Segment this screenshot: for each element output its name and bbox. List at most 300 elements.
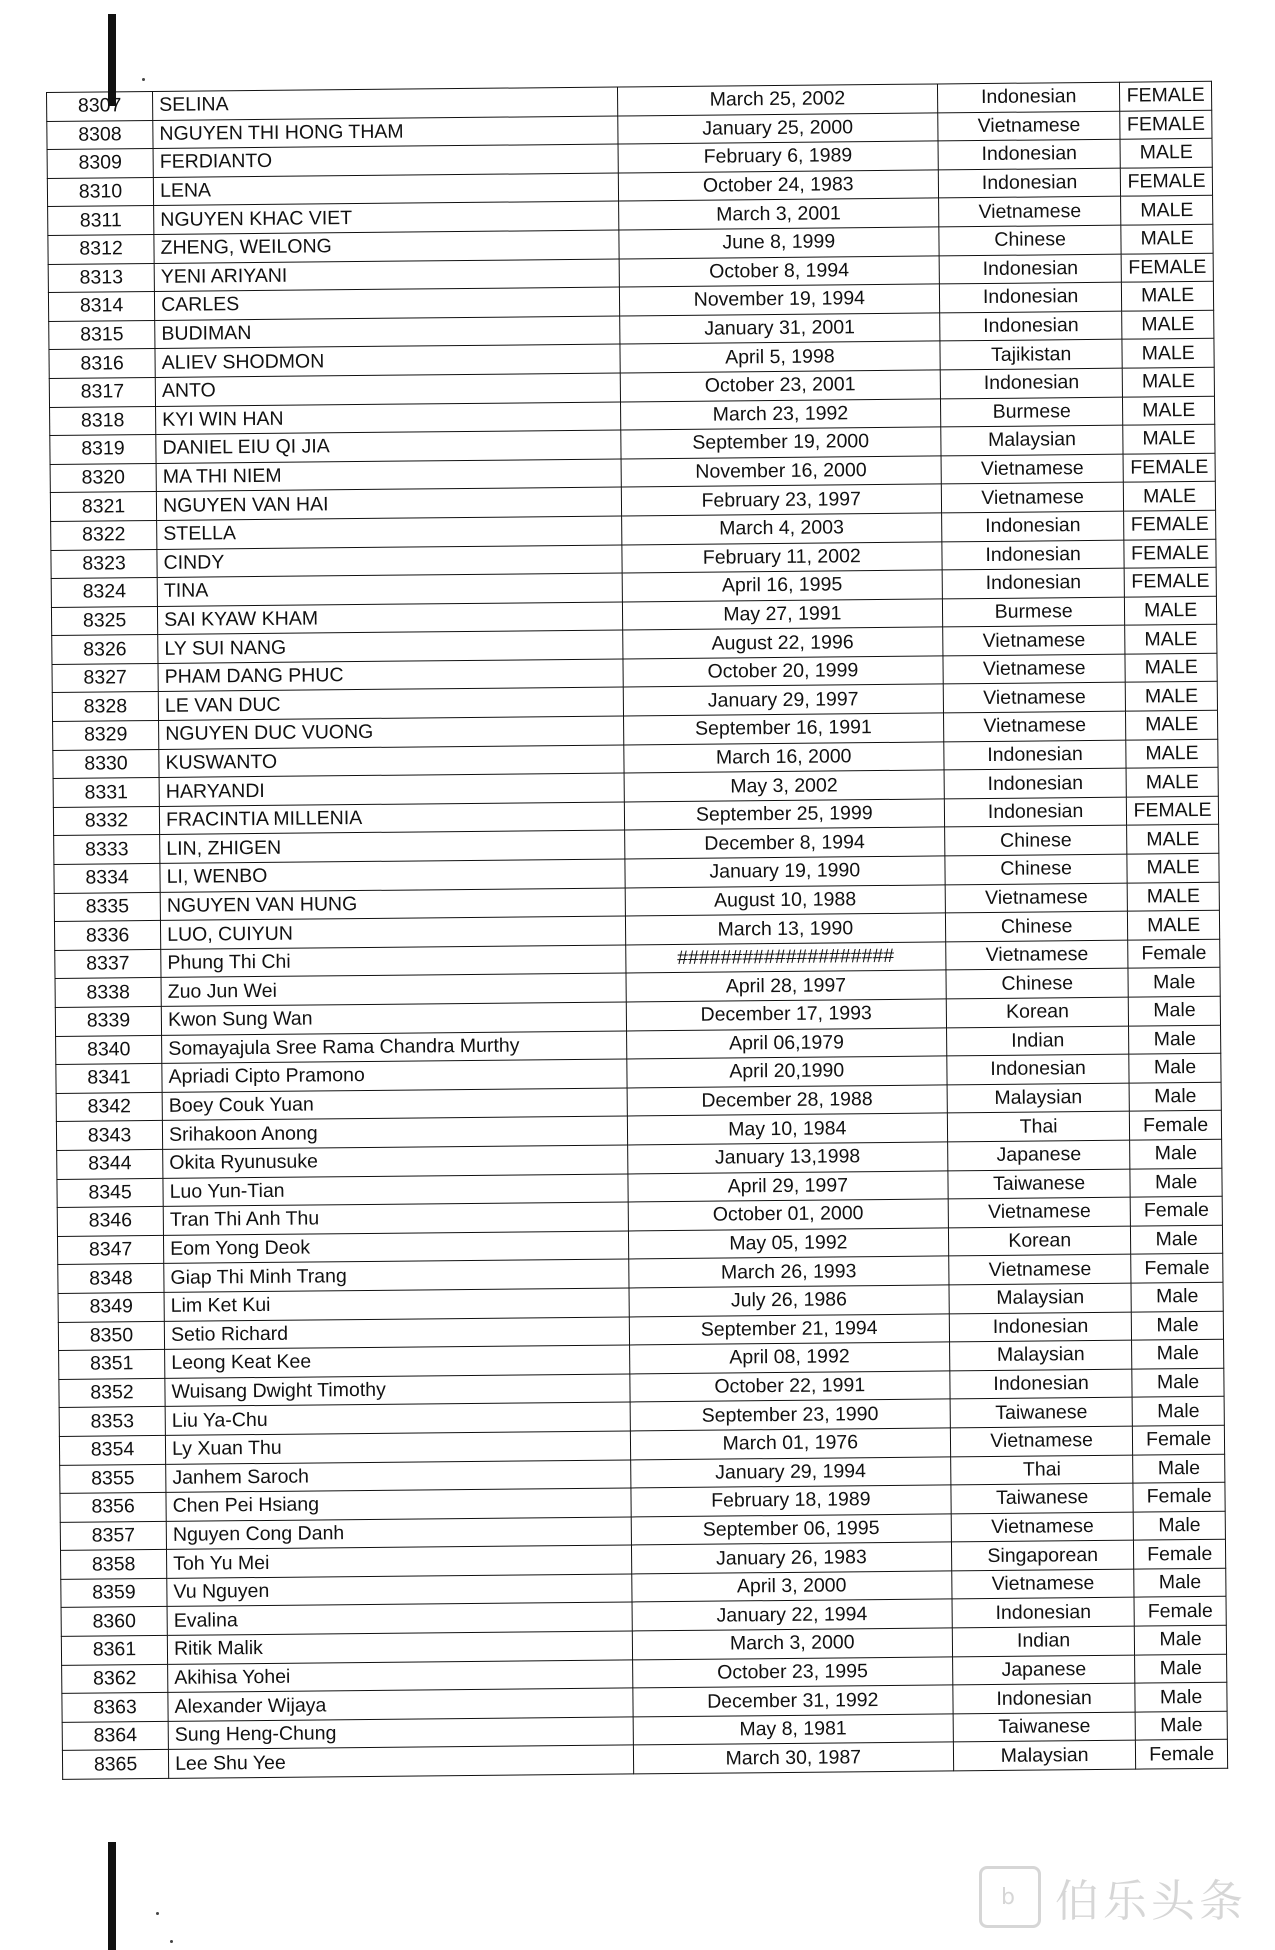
cell-nationality: Malaysian <box>949 1283 1132 1313</box>
cell-dob: February 18, 1989 <box>631 1485 952 1517</box>
cell-name: Sung Heng-Chung <box>168 1717 633 1750</box>
scan-speck <box>170 1940 173 1943</box>
cell-gender: MALE <box>1125 653 1217 682</box>
cell-name: STELLA <box>157 516 622 549</box>
cell-name: NGUYEN VAN HAI <box>156 487 621 520</box>
cell-id: 8349 <box>58 1292 164 1322</box>
cell-gender: Female <box>1134 1540 1226 1569</box>
cell-name: Leong Keat Kee <box>165 1345 630 1378</box>
cell-name: Akihisa Yohei <box>168 1660 633 1693</box>
cell-id: 8364 <box>62 1721 168 1751</box>
cell-nationality: Vietnamese <box>941 454 1124 484</box>
cell-dob: May 27, 1991 <box>622 599 943 631</box>
cell-id: 8336 <box>54 921 160 951</box>
cell-id: 8343 <box>56 1121 162 1151</box>
cell-name: Liu Ya-Chu <box>165 1402 630 1435</box>
cell-gender: Male <box>1133 1454 1225 1483</box>
cell-id: 8317 <box>49 377 155 407</box>
cell-nationality: Vietnamese <box>951 1512 1134 1542</box>
cell-id: 8316 <box>49 349 155 379</box>
cell-gender: Male <box>1134 1568 1226 1597</box>
cell-gender: FEMALE <box>1120 110 1212 139</box>
cell-id: 8351 <box>59 1350 165 1380</box>
cell-nationality: Indonesian <box>953 1683 1136 1713</box>
cell-name: Toh Yu Mei <box>167 1545 632 1578</box>
roster-sheet <box>46 81 1228 1780</box>
cell-nationality: Taiwanese <box>953 1712 1136 1742</box>
cell-name: CARLES <box>155 287 620 320</box>
cell-dob: January 29, 1997 <box>623 684 944 716</box>
cell-dob: February 11, 2002 <box>622 541 943 573</box>
cell-id: 8346 <box>57 1207 163 1237</box>
cell-gender: Male <box>1135 1625 1227 1654</box>
cell-name: LE VAN DUC <box>158 687 623 720</box>
cell-id: 8318 <box>50 406 156 436</box>
cell-nationality: Indonesian <box>944 768 1127 798</box>
cell-gender: Male <box>1131 1282 1223 1311</box>
cell-dob: December 28, 1988 <box>627 1085 948 1117</box>
cell-id: 8325 <box>51 606 157 636</box>
cell-dob: May 8, 1981 <box>633 1714 954 1746</box>
cell-dob: October 24, 1983 <box>618 170 939 202</box>
cell-nationality: Burmese <box>940 397 1123 427</box>
cell-gender: MALE <box>1123 424 1215 453</box>
cell-nationality: Vietnamese <box>941 482 1124 512</box>
cell-id: 8355 <box>60 1464 166 1494</box>
cell-dob: January 26, 1983 <box>631 1542 952 1574</box>
cell-nationality: Burmese <box>942 597 1125 627</box>
cell-id: 8353 <box>59 1407 165 1437</box>
cell-id: 8311 <box>48 206 154 236</box>
cell-name: NGUYEN KHAC VIET <box>154 201 619 234</box>
cell-nationality: Indonesian <box>939 282 1122 312</box>
cell-gender: MALE <box>1121 224 1213 253</box>
cell-gender: Male <box>1135 1711 1227 1740</box>
cell-dob: April 20,1990 <box>626 1056 947 1088</box>
roster-table <box>46 81 1228 1780</box>
cell-name: NGUYEN DUC VUONG <box>159 716 624 749</box>
cell-nationality: Indonesian <box>942 568 1125 598</box>
cell-id: 8332 <box>53 806 159 836</box>
cell-dob: June 8, 1999 <box>618 227 939 259</box>
cell-name: Giap Thi Minh Trang <box>164 1259 629 1292</box>
cell-dob: November 19, 1994 <box>619 284 940 316</box>
cell-id: 8333 <box>54 835 160 865</box>
cell-nationality: Taiwanese <box>951 1483 1134 1513</box>
cell-name: Wuisang Dwight Timothy <box>165 1374 630 1407</box>
cell-id: 8337 <box>55 949 161 979</box>
cell-nationality: Indonesian <box>952 1598 1135 1628</box>
cell-id: 8341 <box>56 1064 162 1094</box>
cell-nationality: Vietnamese <box>943 625 1126 655</box>
cell-dob: May 05, 1992 <box>628 1228 949 1260</box>
cell-dob: August 22, 1996 <box>622 627 943 659</box>
cell-dob: March 23, 1992 <box>620 398 941 430</box>
cell-name: NGUYEN THI HONG THAM <box>153 116 618 149</box>
cell-gender: Male <box>1129 1082 1221 1111</box>
cell-name: ALIEV SHODMON <box>155 344 620 377</box>
cell-id: 8320 <box>50 463 156 493</box>
cell-id: 8350 <box>58 1321 164 1351</box>
cell-nationality: Indonesian <box>938 139 1121 169</box>
cell-name: SAI KYAW KHAM <box>158 602 623 635</box>
cell-name: CINDY <box>157 544 622 577</box>
cell-gender: MALE <box>1122 310 1214 339</box>
cell-dob: October 20, 1999 <box>623 656 944 688</box>
cell-nationality: Malaysian <box>941 425 1124 455</box>
cell-id: 8324 <box>51 578 157 608</box>
cell-nationality: Japanese <box>948 1140 1131 1170</box>
cell-gender: Male <box>1130 1168 1222 1197</box>
cell-dob: February 23, 1997 <box>621 484 942 516</box>
cell-id: 8327 <box>52 663 158 693</box>
cell-dob: December 8, 1994 <box>624 827 945 859</box>
cell-id: 8356 <box>60 1493 166 1523</box>
cell-name: LY SUI NANG <box>158 630 623 663</box>
scan-margin-bar-bottom <box>108 1842 116 1950</box>
cell-dob: October 22, 1991 <box>629 1371 950 1403</box>
cell-gender: Male <box>1132 1368 1224 1397</box>
cell-name: YENI ARIYANI <box>154 259 619 292</box>
cell-id: 8345 <box>57 1178 163 1208</box>
cell-gender: Female <box>1136 1740 1228 1769</box>
cell-gender: FEMALE <box>1121 253 1213 282</box>
cell-id: 8319 <box>50 435 156 465</box>
cell-gender: FEMALE <box>1120 81 1212 110</box>
cell-nationality: Chinese <box>945 911 1128 941</box>
cell-dob: March 3, 2000 <box>632 1628 953 1660</box>
cell-nationality: Indian <box>952 1626 1135 1656</box>
cell-gender: Male <box>1129 1025 1221 1054</box>
cell-dob: October 23, 2001 <box>620 370 941 402</box>
cell-gender: Male <box>1131 1225 1223 1254</box>
cell-nationality: Korean <box>948 1226 1131 1256</box>
cell-id: 8315 <box>49 320 155 350</box>
cell-nationality: Indonesian <box>939 254 1122 284</box>
cell-nationality: Vietnamese <box>943 711 1126 741</box>
cell-dob: December 31, 1992 <box>632 1685 953 1717</box>
cell-id: 8335 <box>54 892 160 922</box>
cell-gender: Female <box>1128 939 1220 968</box>
cell-dob: May 10, 1984 <box>627 1113 948 1145</box>
cell-nationality: Taiwanese <box>948 1169 1131 1199</box>
cell-nationality: Thai <box>947 1112 1130 1142</box>
cell-nationality: Chinese <box>939 225 1122 255</box>
scan-speck <box>142 78 145 81</box>
cell-name: Evalina <box>167 1602 632 1635</box>
cell-id: 8328 <box>52 692 158 722</box>
cell-dob: July 26, 1986 <box>629 1285 950 1317</box>
cell-nationality: Vietnamese <box>939 197 1122 227</box>
cell-id: 8307 <box>47 91 153 121</box>
cell-gender: FEMALE <box>1123 453 1215 482</box>
cell-nationality: Indonesian <box>937 82 1120 112</box>
cell-name: Ly Xuan Thu <box>165 1431 630 1464</box>
cell-nationality: Vietnamese <box>943 683 1126 713</box>
cell-id: 8321 <box>50 492 156 522</box>
cell-nationality: Malaysian <box>947 1083 1130 1113</box>
cell-name: NGUYEN VAN HUNG <box>160 888 625 921</box>
cell-id: 8363 <box>62 1693 168 1723</box>
cell-dob: April 08, 1992 <box>629 1342 950 1374</box>
cell-dob: April 5, 1998 <box>620 341 941 373</box>
cell-gender: FEMALE <box>1124 539 1216 568</box>
cell-gender: FEMALE <box>1124 510 1216 539</box>
cell-id: 8309 <box>47 149 153 179</box>
cell-dob: March 25, 2002 <box>617 84 938 116</box>
cell-dob: March 16, 2000 <box>623 742 944 774</box>
cell-gender: MALE <box>1128 910 1220 939</box>
cell-gender: MALE <box>1122 281 1214 310</box>
cell-gender: MALE <box>1120 138 1212 167</box>
cell-nationality: Indonesian <box>942 511 1125 541</box>
cell-gender: Male <box>1129 996 1221 1025</box>
cell-name: ANTO <box>155 373 620 406</box>
cell-nationality: Vietnamese <box>945 883 1128 913</box>
watermark-logo-icon: b <box>979 1866 1041 1928</box>
cell-dob: January 19, 1990 <box>625 856 946 888</box>
cell-id: 8329 <box>53 721 159 751</box>
cell-name: KUSWANTO <box>159 745 624 778</box>
cell-id: 8365 <box>62 1750 168 1780</box>
cell-id: 8342 <box>56 1092 162 1122</box>
cell-dob: September 25, 1999 <box>624 799 945 831</box>
cell-gender: FEMALE <box>1124 567 1216 596</box>
cell-id: 8359 <box>61 1578 167 1608</box>
cell-nationality: Indonesian <box>940 311 1123 341</box>
cell-id: 8354 <box>59 1435 165 1465</box>
cell-name: LIN, ZHIGEN <box>160 830 625 863</box>
watermark <box>963 1852 1263 1942</box>
cell-name: Chen Pei Hsiang <box>166 1488 631 1521</box>
cell-gender: FEMALE <box>1127 796 1219 825</box>
scan-speck <box>156 1912 159 1915</box>
cell-nationality: Indonesian <box>944 797 1127 827</box>
cell-name: Boey Couk Yuan <box>162 1088 627 1121</box>
cell-name: Zuo Jun Wei <box>161 973 626 1006</box>
cell-nationality: Vietnamese <box>946 940 1129 970</box>
cell-name: Nguyen Cong Danh <box>166 1517 631 1550</box>
cell-gender: MALE <box>1126 710 1218 739</box>
cell-gender: MALE <box>1122 339 1214 368</box>
cell-nationality: Indonesian <box>944 740 1127 770</box>
cell-gender: MALE <box>1126 768 1218 797</box>
cell-name: Lim Ket Kui <box>164 1288 629 1321</box>
cell-name: ZHENG, WEILONG <box>154 230 619 263</box>
cell-name: Phung Thi Chi <box>161 945 626 978</box>
cell-gender: Male <box>1132 1339 1224 1368</box>
watermark-text: 伯乐头条 <box>1055 1876 1247 1927</box>
cell-id: 8361 <box>61 1635 167 1665</box>
cell-dob: December 17, 1993 <box>626 999 947 1031</box>
cell-nationality: Vietnamese <box>949 1254 1132 1284</box>
cell-id: 8312 <box>48 234 154 264</box>
cell-name: FRACINTIA MILLENIA <box>159 802 624 835</box>
cell-nationality: Vietnamese <box>952 1569 1135 1599</box>
cell-name: Srihakoon Anong <box>162 1116 627 1149</box>
cell-name: FERDIANTO <box>153 144 618 177</box>
cell-gender: Female <box>1131 1254 1223 1283</box>
cell-dob: April 28, 1997 <box>626 970 947 1002</box>
cell-dob: April 29, 1997 <box>628 1170 949 1202</box>
cell-name: HARYANDI <box>159 773 624 806</box>
cell-nationality: Indian <box>947 1026 1130 1056</box>
cell-name: Ritik Malik <box>167 1631 632 1664</box>
cell-dob: November 16, 2000 <box>621 456 942 488</box>
cell-nationality: Indonesian <box>940 368 1123 398</box>
cell-gender: Male <box>1135 1654 1227 1683</box>
cell-gender: MALE <box>1124 482 1216 511</box>
cell-gender: Male <box>1133 1511 1225 1540</box>
cell-nationality: Tajikistan <box>940 340 1123 370</box>
cell-dob: October 23, 1995 <box>632 1657 953 1689</box>
cell-gender: MALE <box>1123 396 1215 425</box>
cell-name: LENA <box>153 173 618 206</box>
cell-dob: August 10, 1988 <box>625 885 946 917</box>
cell-name: Apriadi Cipto Pramono <box>162 1059 627 1092</box>
cell-id: 8322 <box>51 520 157 550</box>
cell-gender: Male <box>1135 1682 1227 1711</box>
cell-name: Setio Richard <box>164 1316 629 1349</box>
cell-nationality: Indonesian <box>947 1054 1130 1084</box>
cell-id: 8358 <box>61 1550 167 1580</box>
cell-nationality: Indonesian <box>938 168 1121 198</box>
cell-dob: September 16, 1991 <box>623 713 944 745</box>
cell-gender: MALE <box>1126 682 1218 711</box>
cell-dob: March 3, 2001 <box>618 198 939 230</box>
cell-dob: April 06,1979 <box>626 1027 947 1059</box>
cell-dob: March 30, 1987 <box>633 1742 954 1774</box>
cell-name: Eom Yong Deok <box>164 1231 629 1264</box>
cell-gender: MALE <box>1126 739 1218 768</box>
cell-gender: Female <box>1133 1425 1225 1454</box>
cell-id: 8314 <box>48 292 154 322</box>
cell-dob: January 25, 2000 <box>617 113 938 145</box>
cell-nationality: Chinese <box>945 826 1128 856</box>
cell-dob: January 29, 1994 <box>630 1456 951 1488</box>
cell-id: 8326 <box>52 635 158 665</box>
cell-nationality: Chinese <box>946 969 1129 999</box>
cell-nationality: Taiwanese <box>950 1397 1133 1427</box>
cell-gender: MALE <box>1122 367 1214 396</box>
cell-gender: Female <box>1134 1597 1226 1626</box>
cell-gender: Male <box>1132 1311 1224 1340</box>
cell-dob: March 01, 1976 <box>630 1428 951 1460</box>
cell-name: Vu Nguyen <box>167 1574 632 1607</box>
cell-name: LI, WENBO <box>160 859 625 892</box>
cell-gender: Female <box>1130 1111 1222 1140</box>
cell-id: 8310 <box>47 177 153 207</box>
cell-dob: September 21, 1994 <box>629 1313 950 1345</box>
cell-name: Kwon Sung Wan <box>161 1002 626 1035</box>
cell-nationality: Thai <box>951 1455 1134 1485</box>
cell-id: 8348 <box>58 1264 164 1294</box>
cell-gender: MALE <box>1121 196 1213 225</box>
cell-gender: Female <box>1133 1482 1225 1511</box>
cell-dob: October 01, 2000 <box>628 1199 949 1231</box>
cell-name: Okita Ryunusuke <box>163 1145 628 1178</box>
cell-dob: October 8, 1994 <box>619 255 940 287</box>
cell-nationality: Singaporean <box>951 1540 1134 1570</box>
cell-dob: February 6, 1989 <box>618 141 939 173</box>
cell-name: BUDIMAN <box>155 316 620 349</box>
cell-id: 8360 <box>61 1607 167 1637</box>
cell-id: 8340 <box>56 1035 162 1065</box>
cell-dob: January 22, 1994 <box>632 1599 953 1631</box>
cell-name: MA THI NIEM <box>156 459 621 492</box>
cell-dob: January 13,1998 <box>627 1142 948 1174</box>
cell-dob: April 3, 2000 <box>631 1571 952 1603</box>
cell-name: DANIEL EIU QI JIA <box>156 430 621 463</box>
cell-id: 8331 <box>53 778 159 808</box>
cell-dob: #################### <box>625 942 946 974</box>
cell-name: KYI WIN HAN <box>156 402 621 435</box>
cell-dob: March 13, 1990 <box>625 913 946 945</box>
cell-dob: May 3, 2002 <box>624 770 945 802</box>
cell-name: Lee Shu Yee <box>169 1745 634 1778</box>
cell-id: 8352 <box>59 1378 165 1408</box>
cell-id: 8339 <box>55 1006 161 1036</box>
cell-dob: April 16, 1995 <box>622 570 943 602</box>
cell-gender: Male <box>1129 1053 1221 1082</box>
cell-gender: Male <box>1128 968 1220 997</box>
cell-dob: September 19, 2000 <box>620 427 941 459</box>
cell-nationality: Japanese <box>953 1655 1136 1685</box>
cell-id: 8357 <box>60 1521 166 1551</box>
cell-name: TINA <box>157 573 622 606</box>
cell-nationality: Vietnamese <box>948 1197 1131 1227</box>
cell-nationality: Vietnamese <box>950 1426 1133 1456</box>
cell-gender: MALE <box>1127 825 1219 854</box>
cell-name: Somayajula Sree Rama Chandra Murthy <box>162 1031 627 1064</box>
cell-gender: MALE <box>1127 882 1219 911</box>
cell-name: SELINA <box>153 87 618 120</box>
roster-table-body <box>47 81 1228 1779</box>
cell-gender: MALE <box>1127 853 1219 882</box>
cell-nationality: Vietnamese <box>938 111 1121 141</box>
cell-nationality: Indonesian <box>950 1369 1133 1399</box>
cell-name: Tran Thi Anh Thu <box>163 1202 628 1235</box>
cell-nationality: Indonesian <box>942 540 1125 570</box>
cell-id: 8338 <box>55 978 161 1008</box>
cell-id: 8334 <box>54 863 160 893</box>
cell-name: LUO, CUIYUN <box>161 916 626 949</box>
cell-nationality: Chinese <box>945 854 1128 884</box>
cell-name: Janhem Saroch <box>166 1459 631 1492</box>
cell-id: 8362 <box>62 1664 168 1694</box>
cell-id: 8308 <box>47 120 153 150</box>
cell-nationality: Indonesian <box>949 1312 1132 1342</box>
cell-dob: September 06, 1995 <box>631 1514 952 1546</box>
cell-gender: FEMALE <box>1121 167 1213 196</box>
cell-id: 8323 <box>51 549 157 579</box>
cell-dob: January 31, 2001 <box>619 313 940 345</box>
cell-dob: March 4, 2003 <box>621 513 942 545</box>
cell-gender: MALE <box>1125 625 1217 654</box>
cell-id: 8344 <box>57 1149 163 1179</box>
cell-id: 8313 <box>48 263 154 293</box>
cell-id: 8330 <box>53 749 159 779</box>
cell-name: Alexander Wijaya <box>168 1688 633 1721</box>
cell-gender: MALE <box>1125 596 1217 625</box>
cell-name: Luo Yun-Tian <box>163 1174 628 1207</box>
cell-gender: Male <box>1132 1397 1224 1426</box>
cell-dob: September 23, 1990 <box>630 1399 951 1431</box>
cell-nationality: Malaysian <box>950 1340 1133 1370</box>
cell-nationality: Vietnamese <box>943 654 1126 684</box>
cell-gender: Male <box>1130 1139 1222 1168</box>
cell-gender: Female <box>1130 1196 1222 1225</box>
